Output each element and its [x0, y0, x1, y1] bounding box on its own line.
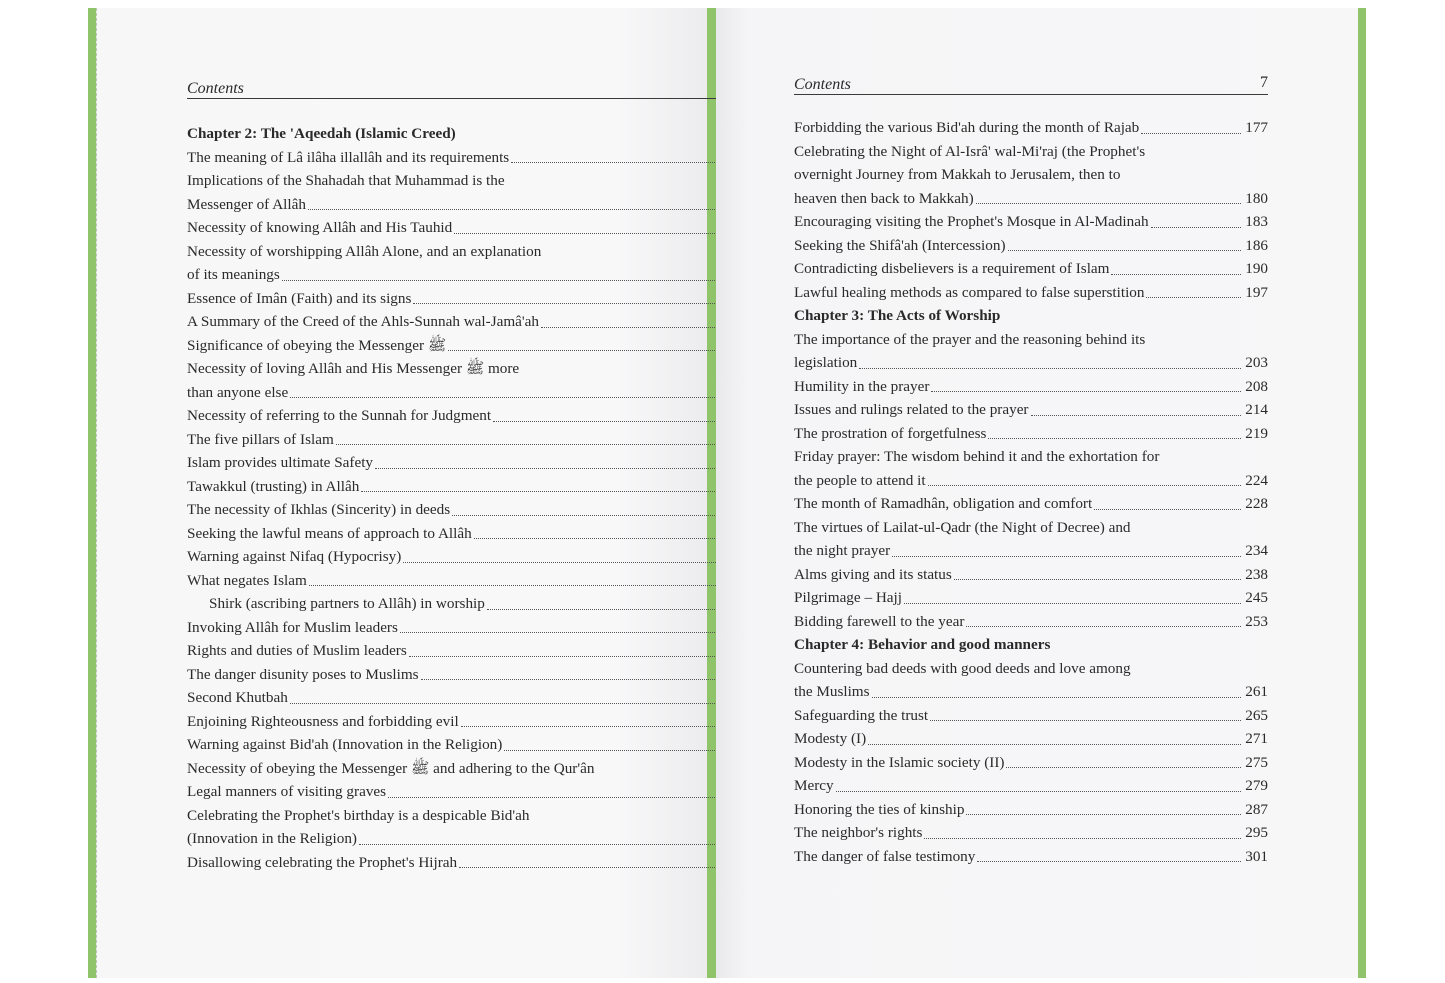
- leader-dots: [290, 397, 727, 398]
- leader-dots: [282, 280, 727, 281]
- entry-title: Chapter 2: The 'Aqeedah (Islamic Creed): [187, 125, 456, 142]
- toc-entry: [187, 639, 746, 663]
- leader-dots: [359, 844, 719, 845]
- leader-dots: [1031, 415, 1241, 416]
- entry-page-number: 279: [1245, 777, 1268, 794]
- entry-page-number: 208: [1245, 377, 1268, 395]
- entry-title: than anyone else: [187, 383, 289, 401]
- leader-dots: [336, 444, 727, 445]
- entry-title: Chapter 3: The Acts of Worship: [794, 307, 1001, 324]
- entry-title: The meaning of Lâ ilâha illallâh and its requirements: [187, 148, 510, 166]
- entry-title: Chapter 4: Behavior and good manners: [794, 636, 1051, 653]
- entry-title: Invoking Allâh for Muslim leaders: [187, 618, 398, 636]
- entry-page-number: 228: [1245, 495, 1268, 512]
- leader-dots: [930, 720, 1241, 721]
- toc-entry: [794, 516, 1268, 540]
- leader-dots: [976, 203, 1241, 204]
- entry-title: The danger of false testimony: [794, 847, 976, 865]
- leader-dots: [1008, 250, 1241, 251]
- entry-title: Shirk (ascribing partners to Allâh) in worship: [209, 595, 485, 612]
- entry-title: Necessity of referring to the Sunnah for Judgment: [187, 407, 492, 424]
- toc-entry: [187, 287, 746, 311]
- entry-title: Seeking the lawful means of approach to Allâh: [187, 524, 472, 542]
- leader-dots: [1111, 274, 1241, 275]
- toc-entry: [794, 375, 1268, 399]
- entry-title: Celebrating the Night of Al-Isrâ' wal-Mi'raj (the Prophet's: [794, 142, 1146, 160]
- toc-entry: [794, 751, 1268, 775]
- entry-page-number: 183: [1245, 213, 1268, 230]
- toc-entry: [187, 827, 746, 851]
- right-page: [716, 8, 1358, 978]
- entry-title: Pilgrimage – Hajj: [794, 589, 902, 606]
- leader-dots: [988, 438, 1241, 439]
- toc-entry: [187, 334, 746, 358]
- leader-dots: [1146, 297, 1241, 298]
- leader-dots: [493, 421, 727, 422]
- entry-page-number: 287: [1245, 800, 1268, 818]
- entry-title: Contradicting disbelievers is a requirement of Islam: [794, 260, 1110, 277]
- right-page-header: [794, 68, 1268, 95]
- header-title: Contents: [794, 76, 851, 93]
- entry-title: The prostration of forgetfulness: [794, 424, 987, 442]
- entry-title: Honoring the ties of kinship: [794, 800, 965, 818]
- leader-dots: [361, 491, 727, 492]
- entry-page-number: 265: [1245, 706, 1268, 724]
- leader-dots: [459, 867, 719, 868]
- toc-entry: [794, 727, 1268, 751]
- leader-dots: [541, 327, 727, 328]
- toc-entry: [794, 539, 1268, 563]
- leader-dots: [872, 697, 1241, 698]
- toc-entry: [794, 163, 1268, 187]
- toc-entry: [794, 680, 1268, 704]
- entry-page-number: 238: [1245, 565, 1268, 583]
- entry-page-number: 219: [1245, 424, 1268, 442]
- toc-entry: [187, 381, 746, 405]
- left-toc: [187, 122, 746, 874]
- entry-title: Forbidding the various Bid'ah during the month of Rajab: [794, 119, 1140, 136]
- leader-dots: [309, 585, 720, 586]
- leader-dots: [409, 656, 719, 657]
- entry-title: Necessity of obeying the Messenger ﷺ and adhering to the Qur'ân: [187, 759, 595, 777]
- toc-entry: [794, 610, 1268, 634]
- entry-page-number: 253: [1245, 612, 1268, 630]
- leader-dots: [966, 814, 1241, 815]
- leader-dots: [931, 391, 1241, 392]
- toc-entry: [794, 704, 1268, 728]
- toc-entry: [794, 821, 1268, 845]
- entry-page-number: 295: [1245, 824, 1268, 841]
- entry-title: Warning against Nifaq (Hypocrisy): [187, 548, 402, 565]
- leader-dots: [448, 350, 727, 351]
- right-toc: [794, 116, 1268, 868]
- entry-title: Islam provides ultimate Safety: [187, 454, 374, 471]
- entry-title: Issues and rulings related to the prayer: [794, 401, 1029, 418]
- leader-dots: [504, 750, 719, 751]
- entry-title: Humility in the prayer: [794, 377, 930, 395]
- entry-title: The neighbor's rights: [794, 824, 923, 841]
- chapter-heading: [794, 304, 1268, 328]
- leader-dots: [928, 485, 1241, 486]
- entry-title: Enjoining Righteousness and forbidding evil: [187, 712, 459, 730]
- entry-title: Seeking the Shifâ'ah (Intercession): [794, 236, 1006, 254]
- toc-entry: [187, 569, 746, 593]
- toc-entry: [794, 469, 1268, 493]
- entry-page-number: 197: [1245, 283, 1268, 301]
- entry-page-number: 301: [1245, 847, 1268, 865]
- toc-entry: [187, 780, 746, 804]
- entry-title: Legal manners of visiting graves: [187, 783, 387, 800]
- entry-title: overnight Journey from Makkah to Jerusalem, then to: [794, 166, 1121, 183]
- leader-dots: [487, 609, 719, 610]
- toc-entry: [794, 774, 1268, 798]
- toc-entry: [187, 686, 746, 710]
- leader-dots: [511, 162, 727, 163]
- chapter-heading: [187, 122, 746, 146]
- leader-dots: [461, 726, 719, 727]
- toc-entry: [187, 498, 746, 522]
- page-number: 7: [1260, 74, 1268, 91]
- entry-title: Tawakkul (trusting) in Allâh: [187, 477, 360, 495]
- leader-dots: [868, 744, 1241, 745]
- toc-entry: [187, 522, 746, 546]
- toc-entry: [794, 234, 1268, 258]
- entry-title: Necessity of loving Allâh and His Messenger ﷺ more: [187, 360, 520, 377]
- leader-dots: [1006, 767, 1241, 768]
- toc-entry: [187, 592, 746, 616]
- toc-entry: [187, 169, 746, 193]
- entry-title: Disallowing celebrating the Prophet's Hijrah: [187, 853, 458, 871]
- leader-dots: [977, 861, 1241, 862]
- toc-entry: [187, 475, 746, 499]
- toc-entry: [187, 240, 746, 264]
- leader-dots: [474, 538, 719, 539]
- toc-entry: [187, 851, 746, 875]
- entry-title: Countering bad deeds with good deeds and love among: [794, 659, 1131, 677]
- entry-title: The five pillars of Islam: [187, 430, 334, 448]
- toc-entry: [794, 351, 1268, 375]
- leader-dots: [454, 233, 727, 234]
- chapter-heading: [794, 633, 1268, 657]
- toc-entry: [187, 804, 746, 828]
- entry-title: A Summary of the Creed of the Ahls-Sunnah wal-Jamâ'ah: [187, 313, 539, 330]
- entry-page-number: 275: [1245, 753, 1268, 771]
- toc-entry: [187, 663, 746, 687]
- entry-title: of its meanings: [187, 266, 280, 283]
- leader-dots: [388, 797, 719, 798]
- entry-title: Modesty (I): [794, 730, 867, 747]
- left-page-header: [187, 72, 746, 99]
- entry-title: Encouraging visiting the Prophet's Mosque in Al-Madinah: [794, 213, 1149, 230]
- toc-entry: [794, 492, 1268, 516]
- entry-page-number: 214: [1245, 401, 1268, 418]
- entry-page-number: 186: [1245, 236, 1268, 254]
- toc-entry: [187, 733, 746, 757]
- entry-title: Necessity of worshipping Allâh Alone, and an explanation: [187, 242, 542, 260]
- toc-entry: [794, 140, 1268, 164]
- toc-entry: [187, 451, 746, 475]
- toc-entry: [794, 586, 1268, 610]
- toc-entry: [794, 257, 1268, 281]
- toc-entry: [187, 263, 746, 287]
- leader-dots: [904, 603, 1241, 604]
- leader-dots: [400, 632, 719, 633]
- entry-title: Necessity of knowing Allâh and His Tauhid: [187, 219, 453, 236]
- toc-entry: [794, 445, 1268, 469]
- toc-entry: [187, 193, 746, 217]
- entry-page-number: 203: [1245, 354, 1268, 371]
- entry-title: legislation: [794, 354, 858, 371]
- toc-entry: [187, 545, 746, 569]
- leader-dots: [892, 556, 1241, 557]
- entry-title: Celebrating the Prophet's birthday is a despicable Bid'ah: [187, 806, 530, 824]
- entry-page-number: 261: [1245, 683, 1268, 700]
- leader-dots: [308, 209, 727, 210]
- left-page: [96, 8, 707, 978]
- toc-entry: [794, 210, 1268, 234]
- toc-entry: [794, 422, 1268, 446]
- leader-dots: [859, 368, 1241, 369]
- entry-title: Alms giving and its status: [794, 565, 952, 583]
- entry-title: heaven then back to Makkah): [794, 189, 974, 207]
- entry-title: The danger disunity poses to Muslims: [187, 665, 419, 683]
- toc-entry: [794, 845, 1268, 869]
- entry-title: Mercy: [794, 777, 834, 794]
- toc-entry: [187, 616, 746, 640]
- toc-entry: [794, 328, 1268, 352]
- entry-title: Warning against Bid'ah (Innovation in the Religion): [187, 736, 503, 753]
- leader-dots: [403, 562, 720, 563]
- leader-dots: [924, 838, 1241, 839]
- entry-title: Messenger of Allâh: [187, 195, 306, 213]
- toc-entry: [794, 398, 1268, 422]
- entry-title: Essence of Imân (Faith) and its signs: [187, 289, 412, 307]
- entry-page-number: 234: [1245, 542, 1268, 559]
- leader-dots: [1151, 227, 1241, 228]
- entry-page-number: 245: [1245, 589, 1268, 606]
- entry-title: Modesty in the Islamic society (II): [794, 753, 1005, 771]
- entry-title: The importance of the prayer and the reasoning behind its: [794, 330, 1146, 348]
- leader-dots: [1141, 133, 1241, 134]
- entry-title: The virtues of Lailat-ul-Qadr (the Night of Decree) and: [794, 518, 1131, 536]
- leader-dots: [421, 679, 719, 680]
- entry-page-number: 224: [1245, 471, 1268, 489]
- toc-entry: [794, 187, 1268, 211]
- entry-title: the night prayer: [794, 542, 891, 559]
- entry-page-number: 271: [1245, 730, 1268, 747]
- leader-dots: [966, 626, 1241, 627]
- toc-entry: [187, 357, 746, 381]
- toc-entry: [187, 710, 746, 734]
- entry-page-number: 180: [1245, 189, 1268, 207]
- toc-entry: [187, 404, 746, 428]
- toc-entry: [794, 116, 1268, 140]
- entry-title: The necessity of Ikhlas (Sincerity) in deeds: [187, 501, 451, 518]
- entry-title: the Muslims: [794, 683, 870, 700]
- leader-dots: [375, 468, 727, 469]
- toc-entry: [794, 798, 1268, 822]
- toc-entry: [794, 657, 1268, 681]
- entry-title: What negates Islam: [187, 571, 307, 589]
- entry-page-number: 177: [1245, 119, 1268, 136]
- entry-title: Implications of the Shahadah that Muhammad is the: [187, 172, 505, 189]
- toc-entry: [187, 428, 746, 452]
- entry-page-number: 190: [1245, 260, 1268, 277]
- leader-dots: [1094, 509, 1241, 510]
- toc-entry: [187, 146, 746, 170]
- entry-title: (Innovation in the Religion): [187, 830, 357, 847]
- header-title: Contents: [187, 80, 244, 97]
- leader-dots: [290, 703, 719, 704]
- entry-title: The month of Ramadhân, obligation and comfort: [794, 495, 1093, 512]
- toc-entry: [187, 310, 746, 334]
- entry-title: Significance of obeying the Messenger ﷺ: [187, 336, 447, 354]
- leader-dots: [452, 515, 719, 516]
- entry-title: Safeguarding the trust: [794, 706, 929, 724]
- leader-dots: [954, 579, 1241, 580]
- toc-entry: [187, 757, 746, 781]
- toc-entry: [187, 216, 746, 240]
- leader-dots: [836, 791, 1241, 792]
- toc-entry: [794, 563, 1268, 587]
- entry-title: the people to attend it: [794, 471, 926, 489]
- entry-title: Second Khutbah: [187, 689, 288, 706]
- entry-title: Friday prayer: The wisdom behind it and the exhortation for: [794, 448, 1160, 465]
- open-book: [88, 8, 1366, 978]
- entry-title: Lawful healing methods as compared to false superstition: [794, 283, 1145, 301]
- leader-dots: [413, 303, 727, 304]
- entry-title: Rights and duties of Muslim leaders: [187, 642, 407, 659]
- toc-entry: [794, 281, 1268, 305]
- entry-title: Bidding farewell to the year: [794, 612, 965, 630]
